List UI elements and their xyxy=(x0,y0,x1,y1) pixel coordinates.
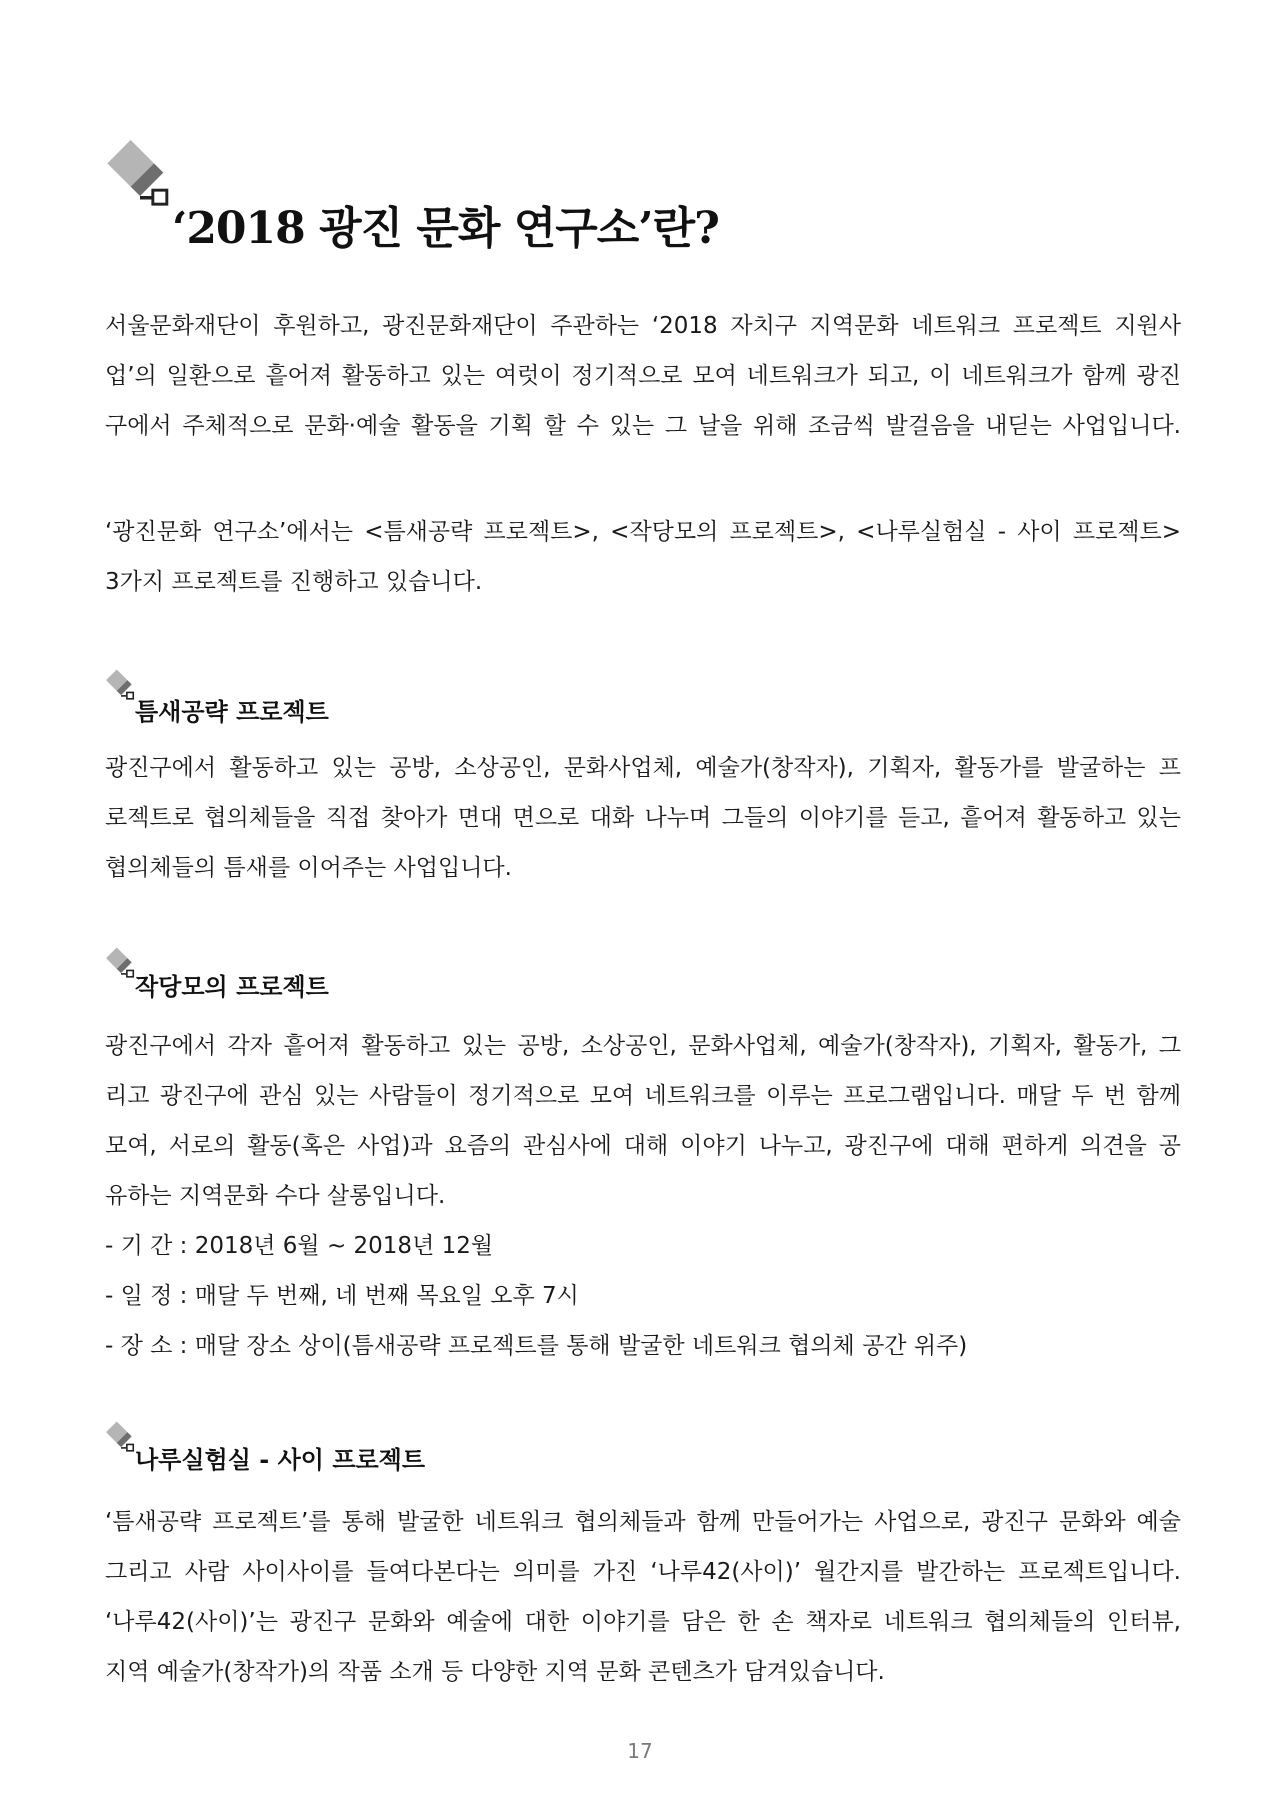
section-body xyxy=(105,743,1181,893)
text-line: 서울문화재단이 후원하고, 광진문화재단이 주관하는 ‘2018 자치구 지역문화 네트워크 프로젝트 지원사 xyxy=(105,313,1181,339)
detail-item-schedule: - 일 정 : 매달 두 번째, 네 번째 목요일 오후 7시 xyxy=(105,1283,579,1309)
cube-bullet-icon xyxy=(105,668,137,703)
text-line: 모여, 서로의 활동(혹은 사업)과 요즘의 관심사에 대해 이야기 나누고, 광진구에 대해 편하게 의견을 공 xyxy=(105,1133,1181,1159)
text-line: 광진구에서 활동하고 있는 공방, 소상공인, 문화사업체, 예술가(창작자), 기획자, 활동가를 발굴하는 프 xyxy=(105,755,1181,781)
intro-paragraph-1 xyxy=(105,301,1181,451)
text-line: 로젝트로 협의체들을 직접 찾아가 면대 면으로 대화 나누며 그들의 이야기를 듣고, 흩어져 활동하고 있는 xyxy=(105,805,1181,831)
text-line: 유하는 지역문화 수다 살롱입니다. xyxy=(105,1183,446,1209)
cube-bullet-icon xyxy=(105,946,137,981)
detail-item-place: - 장 소 : 매달 장소 상이(틈새공략 프로젝트를 통해 발굴한 네트워크 협의체 공간 위주) xyxy=(105,1333,968,1359)
section-body xyxy=(105,1021,1181,1371)
text-line: 광진구에서 각자 흩어져 활동하고 있는 공방, 소상공인, 문화사업체, 예술가(창작자), 기획자, 활동가, 그 xyxy=(105,1033,1181,1059)
text-line: 지역 예술가(창작가)의 작품 소개 등 다양한 지역 문화 콘텐츠가 담겨있습니다. xyxy=(105,1659,885,1685)
detail-item-period: - 기 간 : 2018년 6월 ~ 2018년 12월 xyxy=(105,1233,494,1259)
text-line: 업’의 일환으로 흩어져 활동하고 있는 여럿이 정기적으로 모여 네트워크가 되고, 이 네트워크가 함께 광진 xyxy=(105,363,1181,389)
text-line: 협의체들의 틈새를 이어주는 사업입니다. xyxy=(105,855,512,881)
page-number: 17 xyxy=(627,1739,653,1763)
cube-bullet-icon xyxy=(105,1420,137,1455)
text-line: 3가지 프로젝트를 진행하고 있습니다. xyxy=(105,569,483,595)
section-title: 작당모의 프로젝트 xyxy=(135,973,329,1001)
section-body xyxy=(105,1497,1181,1697)
text-line: ‘광진문화 연구소’에서는 <틈새공략 프로젝트>, <작당모의 프로젝트>, <나루실험실 - 사이 프로젝트> xyxy=(105,519,1181,545)
cube-bullet-icon xyxy=(105,137,175,213)
section-title: 틈새공략 프로젝트 xyxy=(135,698,329,726)
page-title: ‘2018 광진 문화 연구소’란? xyxy=(172,203,719,254)
text-line: ‘나루42(사이)’는 광진구 문화와 예술에 대한 이야기를 담은 한 손 책자로 네트워크 협의체들의 인터뷰, xyxy=(105,1609,1181,1635)
text-line: 리고 광진구에 관심 있는 사람들이 정기적으로 모여 네트워크를 이루는 프로그램입니다. 매달 두 번 함께 xyxy=(105,1083,1181,1109)
intro-paragraph-2 xyxy=(105,507,1181,607)
text-line: 구에서 주체적으로 문화·예술 활동을 기획 할 수 있는 그 날을 위해 조금씩 발걸음을 내딛는 사업입니다. xyxy=(105,413,1181,439)
section-title: 나루실험실 - 사이 프로젝트 xyxy=(135,1446,426,1474)
text-line: ‘틈새공략 프로젝트’를 통해 발굴한 네트워크 협의체들과 함께 만들어가는 사업으로, 광진구 문화와 예술 xyxy=(105,1509,1181,1535)
text-line: 그리고 사람 사이사이를 들여다본다는 의미를 가진 ‘나루42(사이)’ 월간지를 발간하는 프로젝트입니다. xyxy=(105,1559,1181,1585)
